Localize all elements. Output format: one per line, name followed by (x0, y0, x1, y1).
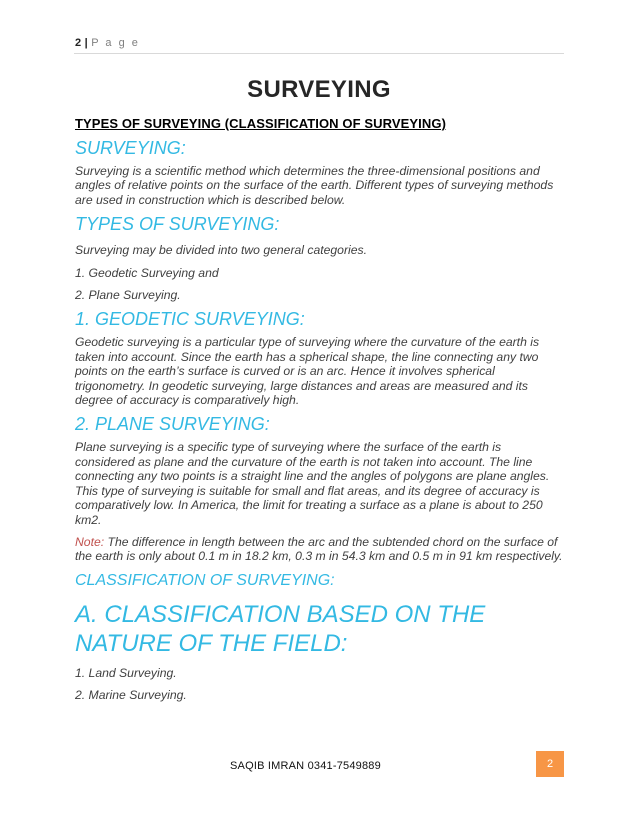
footer-author: SAQIB IMRAN 0341-7549889 (230, 760, 381, 772)
document-title: SURVEYING (247, 76, 391, 103)
note-paragraph (75, 535, 563, 564)
paragraph-types-intro: Surveying may be divided into two general categories. (75, 243, 367, 258)
footer-page-badge: 2 (536, 751, 564, 777)
header-rule (74, 53, 564, 54)
section-heading-classification: CLASSIFICATION OF SURVEYING: (75, 571, 335, 589)
paragraph-surveying: Surveying is a scientific method which determines the three-dimensional positions and angles of relative points on the surface of the earth. Different types of surveying methods are used in construction which is described below. (75, 164, 554, 207)
section-heading-types: TYPES OF SURVEYING: (75, 214, 280, 235)
list-item-land: 1. Land Surveying. (75, 665, 177, 680)
section-heading-surveying: SURVEYING: (75, 138, 186, 158)
section-heading-nature-of-field: A. CLASSIFICATION BASED ON THE NATURE OF THE FIELD: (75, 600, 486, 657)
note-label: Note: (75, 534, 105, 549)
paragraph-plane: Plane surveying is a specific type of surveying where the surface of the earth is considered as plane and the curvature of the earth is not taken into account. The line connecting any two points is a straight line and the angles of polygons are plane angles. This type of surveying is suitable for small and flat areas, and its degree of accuracy is comparatively low. In America, the limit for treating a surface as a plane is about to 250 km2. (75, 440, 550, 527)
document-subtitle: TYPES OF SURVEYING (CLASSIFICATION OF SURVEYING) (75, 116, 447, 131)
note-text: The difference in length between the arc and the subtended chord on the surface of the earth is only about 0.1 m in 18.2 km, 0.3 m in 54.3 km and 0.5 m in 91 km respectively. (75, 534, 563, 564)
header-page-word: P a g e (91, 37, 140, 49)
paragraph-geodetic: Geodetic surveying is a particular type of surveying where the curvature of the earth is taken into account. Since the earth has a spherical shape, the line connecting any two points on the earth’s surface is curved or is an arc. Hence it involves spherical trigonometry. In geodetic surveying, large distances and areas are measured and its degree of accuracy is comparatively high. (75, 335, 540, 408)
page-content (75, 76, 563, 703)
list-item-marine: 2. Marine Surveying. (75, 688, 187, 703)
list-item-plane: 2. Plane Surveying. (75, 288, 181, 303)
header-page-number: 2 (75, 37, 82, 49)
header-separator: | (84, 37, 89, 49)
section-heading-geodetic: 1. GEODETIC SURVEYING: (75, 309, 305, 330)
list-item-geodetic: 1. Geodetic Surveying and (75, 265, 219, 280)
section-heading-plane: 2. PLANE SURVEYING: (75, 414, 270, 435)
page-header (75, 37, 140, 49)
